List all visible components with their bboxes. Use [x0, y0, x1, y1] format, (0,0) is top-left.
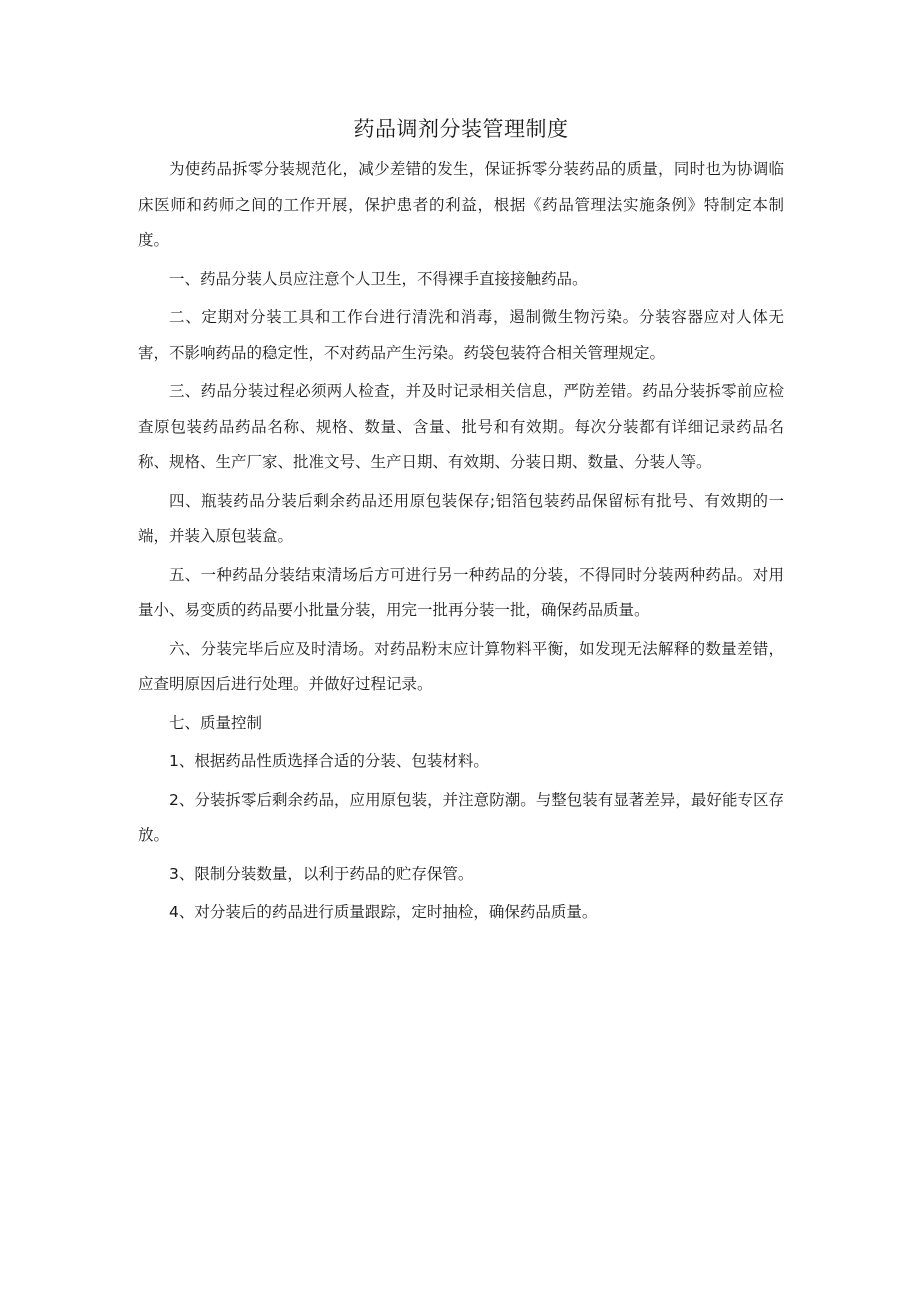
quality-control-heading: 七、质量控制 [169, 713, 263, 732]
quality-control-item-3: 3、限制分装数量，以利于药品的贮存保管。 [169, 864, 474, 883]
rule-6-paragraph: 六、分装完毕后应及时清场。对药品粉末应计算物料平衡，如发现无法解释的数量差错，应查明原因后进行处理。并做好过程记录。 [138, 639, 784, 693]
rule-3-paragraph: 三、药品分装过程必须两人检查，并及时记录相关信息，严防差错。药品分装拆零前应检查原包装药品药品名称、规格、数量、含量、批号和有效期。每次分装都有详细记录药品名称、规格、生产厂家、批准文号、生产日期、有效期、分装日期、数量、分装人等。 [138, 382, 784, 471]
document-title: 药品调剂分装管理制度 [353, 117, 569, 141]
rule-4-paragraph: 四、瓶装药品分装后剩余药品还用原包装保存;铝箔包装药品保留标有批号、有效期的一端，并装入原包装盒。 [138, 491, 784, 545]
document-body [138, 112, 784, 934]
rule-5-paragraph: 五、一种药品分装结束清场后方可进行另一种药品的分装，不得同时分装两种药品。对用量小、易变质的药品要小批量分装，用完一批再分装一批，确保药品质量。 [138, 565, 784, 619]
quality-control-item-2: 2、分装拆零后剩余药品，应用原包装，并注意防潮。与整包装有显著差异，最好能专区存放。 [138, 790, 784, 844]
quality-control-item-1: 1、根据药品性质选择合适的分装、包装材料。 [169, 752, 489, 770]
quality-control-item-4: 4、对分装后的药品进行质量跟踪，定时抽检，确保药品质量。 [169, 903, 598, 921]
rule-2-paragraph: 二、定期对分装工具和工作台进行清洗和消毒，遏制微生物污染。分装容器应对人体无害，不影响药品的稳定性，不对药品产生污染。药袋包装符合相关管理规定。 [138, 308, 784, 362]
rule-1-paragraph: 一、药品分装人员应注意个人卫生，不得裸手直接接触药品。 [169, 269, 588, 288]
intro-paragraph: 为使药品拆零分装规范化，减少差错的发生，保证拆零分装药品的质量，同时也为协调临床医师和药师之间的工作开展，保护患者的利益，根据《药品管理法实施条例》特制定本制度。 [138, 160, 784, 249]
